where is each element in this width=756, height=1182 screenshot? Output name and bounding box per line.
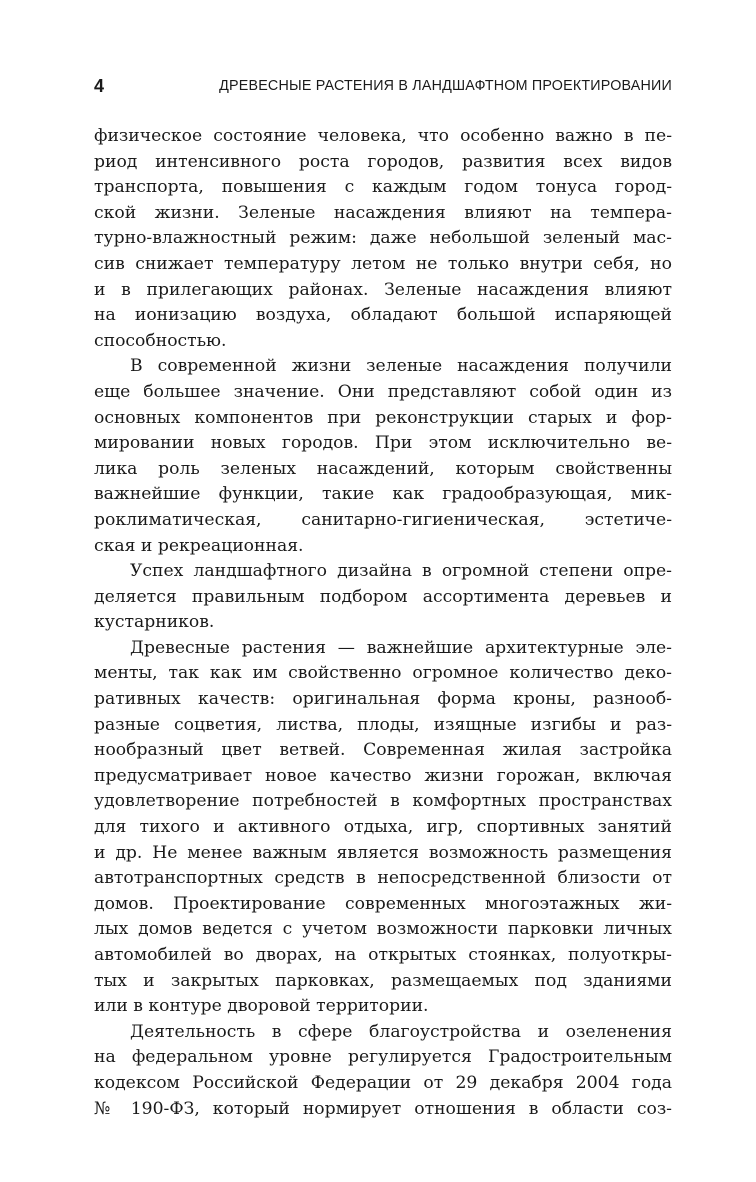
text-line: Древесные растения — важнейшие архитектурные эле- [130,637,672,658]
text-line: и в прилегающих районах. Зеленые насаждения влияют [94,279,672,300]
paragraph [94,1020,672,1122]
text-line: кодексом Российской Федерации от 29 декабря 2004 года [94,1072,672,1093]
paragraph [94,354,672,559]
text-line: лых домов ведется с учетом возможности парковки личных [94,919,672,940]
text-line: сив снижает температуру летом не только внутри себя, но [94,253,672,274]
text-line: способностью. [94,330,227,351]
text-line: деляется правильным подбором ассортимента деревьев и [94,586,672,607]
text-line: домов. Проектирование современных многоэтажных жи- [94,893,672,914]
text-line: тых и закрытых парковках, размещаемых под зданиями [94,970,672,991]
text-line: основных компонентов при реконструкции старых и фор- [94,407,672,428]
text-line: удовлетворение потребностей в комфортных пространствах [94,791,672,812]
text-line: нообразный цвет ветвей. Современная жилая застройка [94,740,672,761]
paragraph [94,559,672,636]
text-line: транспорта, повышения с каждым годом тонуса город- [94,177,672,198]
text-line: автотранспортных средств в непосредственной близости от [94,868,672,889]
text-line: разные соцветия, листва, плоды, изящные изгибы и раз- [94,714,672,735]
body-text [94,124,672,1122]
text-line: еще большее значение. Они представляют собой один из [94,381,672,402]
text-line: менты, так как им свойственно огромное количество деко- [94,663,672,684]
text-line: турно-влажностный режим: даже небольшой зеленый мас- [94,228,672,249]
text-line: или в контуре дворовой территории. [94,996,429,1017]
text-line: кустарников. [94,612,215,633]
text-line: на ионизацию воздуха, обладают большой испаряющей [94,305,672,326]
text-line: № 190-ФЗ, который нормирует отношения в области соз- [94,1098,672,1119]
text-line: В современной жизни зеленые насаждения получили [130,356,672,377]
text-line: риод интенсивного роста городов, развития всех видов [94,151,672,172]
text-line: для тихого и активного отдыха, игр, спортивных занятий [94,817,672,838]
text-line: Успех ландшафтного дизайна в огромной степени опре- [130,561,672,582]
running-title: ДРЕВЕСНЫЕ РАСТЕНИЯ В ЛАНДШАФТНОМ ПРОЕКТИРОВАНИИ [219,78,672,94]
text-line: физическое состояние человека, что особенно важно в пе- [94,126,672,146]
text-line: важнейшие функции, такие как градообразующая, мик- [94,484,672,505]
page-number: 4 [94,76,105,96]
paragraph [94,636,672,1020]
text-line: на федеральном уровне регулируется Градостроительным [94,1047,672,1068]
text-line: Деятельность в сфере благоустройства и озеленения [130,1021,672,1042]
text-line: роклиматическая, санитарно-гигиеническая, эстетиче- [94,509,672,530]
text-line: ская и рекреационная. [94,535,304,556]
page-header [94,74,672,98]
text-line: ской жизни. Зеленые насаждения влияют на темпера- [94,202,672,223]
text-line: автомобилей во дворах, на открытых стоянках, полуоткры- [94,945,672,965]
text-line: лика роль зеленых насаждений, которым свойственны [94,458,672,479]
paragraph [94,124,672,354]
text-line: ративных качеств: оригинальная форма кроны, разнооб- [94,689,672,710]
text-line: мировании новых городов. При этом исключительно ве- [94,433,672,454]
text-line: предусматривает новое качество жизни горожан, включая [94,765,672,786]
text-line: и др. Не менее важным является возможность размещения [94,842,672,863]
